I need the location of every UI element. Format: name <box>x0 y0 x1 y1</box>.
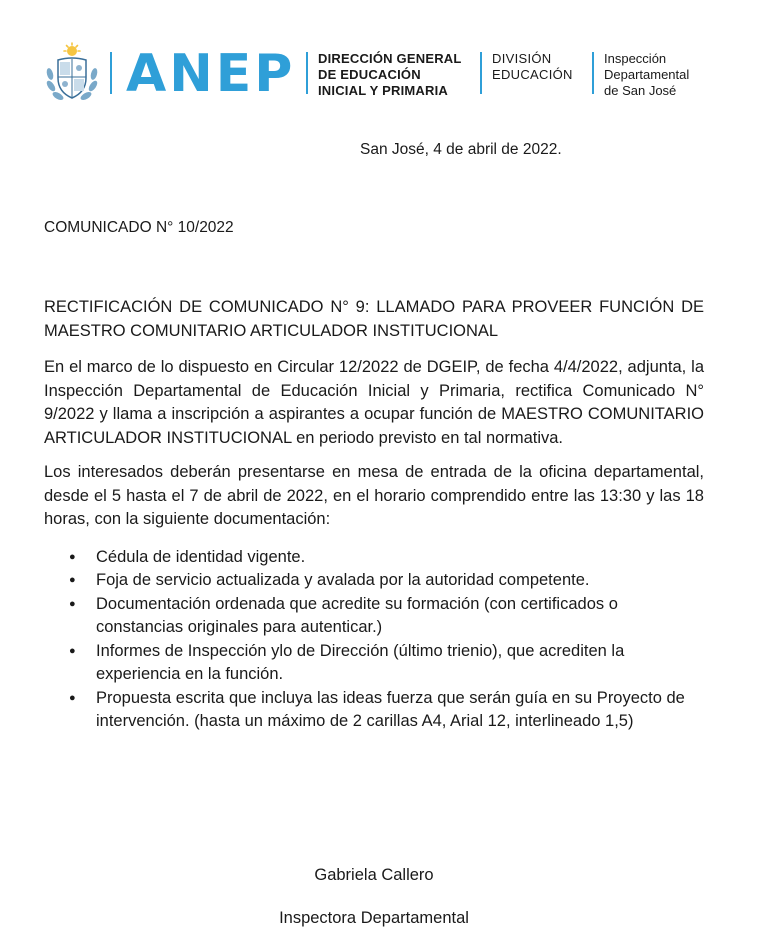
letter-paragraph: En el marco de lo dispuesto en Circular 12/2022 de DGEIP, de fecha 4/4/2022, adjunta, la Inspección Departamental de Educación Inicial y Primaria, rectifica Comunicado N° 9/2022 y llama a inscripción a aspirantes a ocupar función de MAESTRO COMUNITARIO ARTICULADOR INSTITUCIONAL en periodo previsto en tal normativa. <box>44 358 704 447</box>
sun-of-may-icon <box>64 43 80 56</box>
division-line: DIVISIÓN <box>492 51 552 66</box>
letter-subject: RECTIFICACIÓN DE COMUNICADO N° 9: LLAMADO PARA PROVEER FUNCIÓN DE MAESTRO COMUNITARIO ARTICULADOR INSTITUCIONAL <box>44 298 704 340</box>
header-divider <box>592 52 594 94</box>
division-line: EDUCACIÓN <box>492 67 573 82</box>
list-item: ● Informes de Inspección ylo de Dirección (último trienio), que acrediten la experiencia en la función. <box>96 640 704 687</box>
uruguay-coat-of-arms-icon <box>44 42 100 104</box>
letter-date: San José, 4 de abril de 2022. <box>360 141 562 158</box>
requirements-list <box>44 546 704 734</box>
dgeip-line: INICIAL Y PRIMARIA <box>318 83 449 98</box>
inspeccion-label <box>604 51 689 99</box>
list-item: ● Cédula de identidad vigente. <box>96 546 704 570</box>
signature-name: Gabriela Callero <box>314 866 434 884</box>
header-divider <box>480 52 482 94</box>
division-label <box>492 51 573 83</box>
list-item: ● Propuesta escrita que incluya las ideas fuerza que serán guía en su Proyecto de intervención. (hasta un máximo de 2 carillas A4, Arial 12, interlineado 1,5) <box>96 687 704 734</box>
list-item: ● Documentación ordenada que acredite su formación (con certificados o constancias originales para autenticar.) <box>96 593 704 640</box>
list-item: ● Foja de servicio actualizada y avalada por la autoridad competente. <box>96 569 704 593</box>
inspeccion-line: de San José <box>604 83 677 98</box>
header-divider <box>110 52 112 94</box>
dgeip-line: DE EDUCACIÓN <box>318 67 421 82</box>
header-divider <box>306 52 308 94</box>
dgeip-label <box>318 51 462 99</box>
letterhead <box>44 40 744 104</box>
letter-body <box>44 296 704 734</box>
dgeip-line: DIRECCIÓN GENERAL <box>318 51 462 66</box>
signature-role: Inspectora Departamental <box>279 909 469 927</box>
inspeccion-line: Inspección <box>604 51 667 66</box>
inspeccion-line: Departamental <box>604 67 690 82</box>
communique-number: COMUNICADO N° 10/2022 <box>44 219 234 236</box>
anep-logo-text: ANEP <box>126 44 296 104</box>
letter-paragraph: Los interesados deberán presentarse en mesa de entrada de la oficina departamental, desde el 5 hasta el 7 de abril de 2022, en el horario comprendido entre las 13:30 y las 18 horas, con la siguiente documentación: <box>44 463 704 528</box>
